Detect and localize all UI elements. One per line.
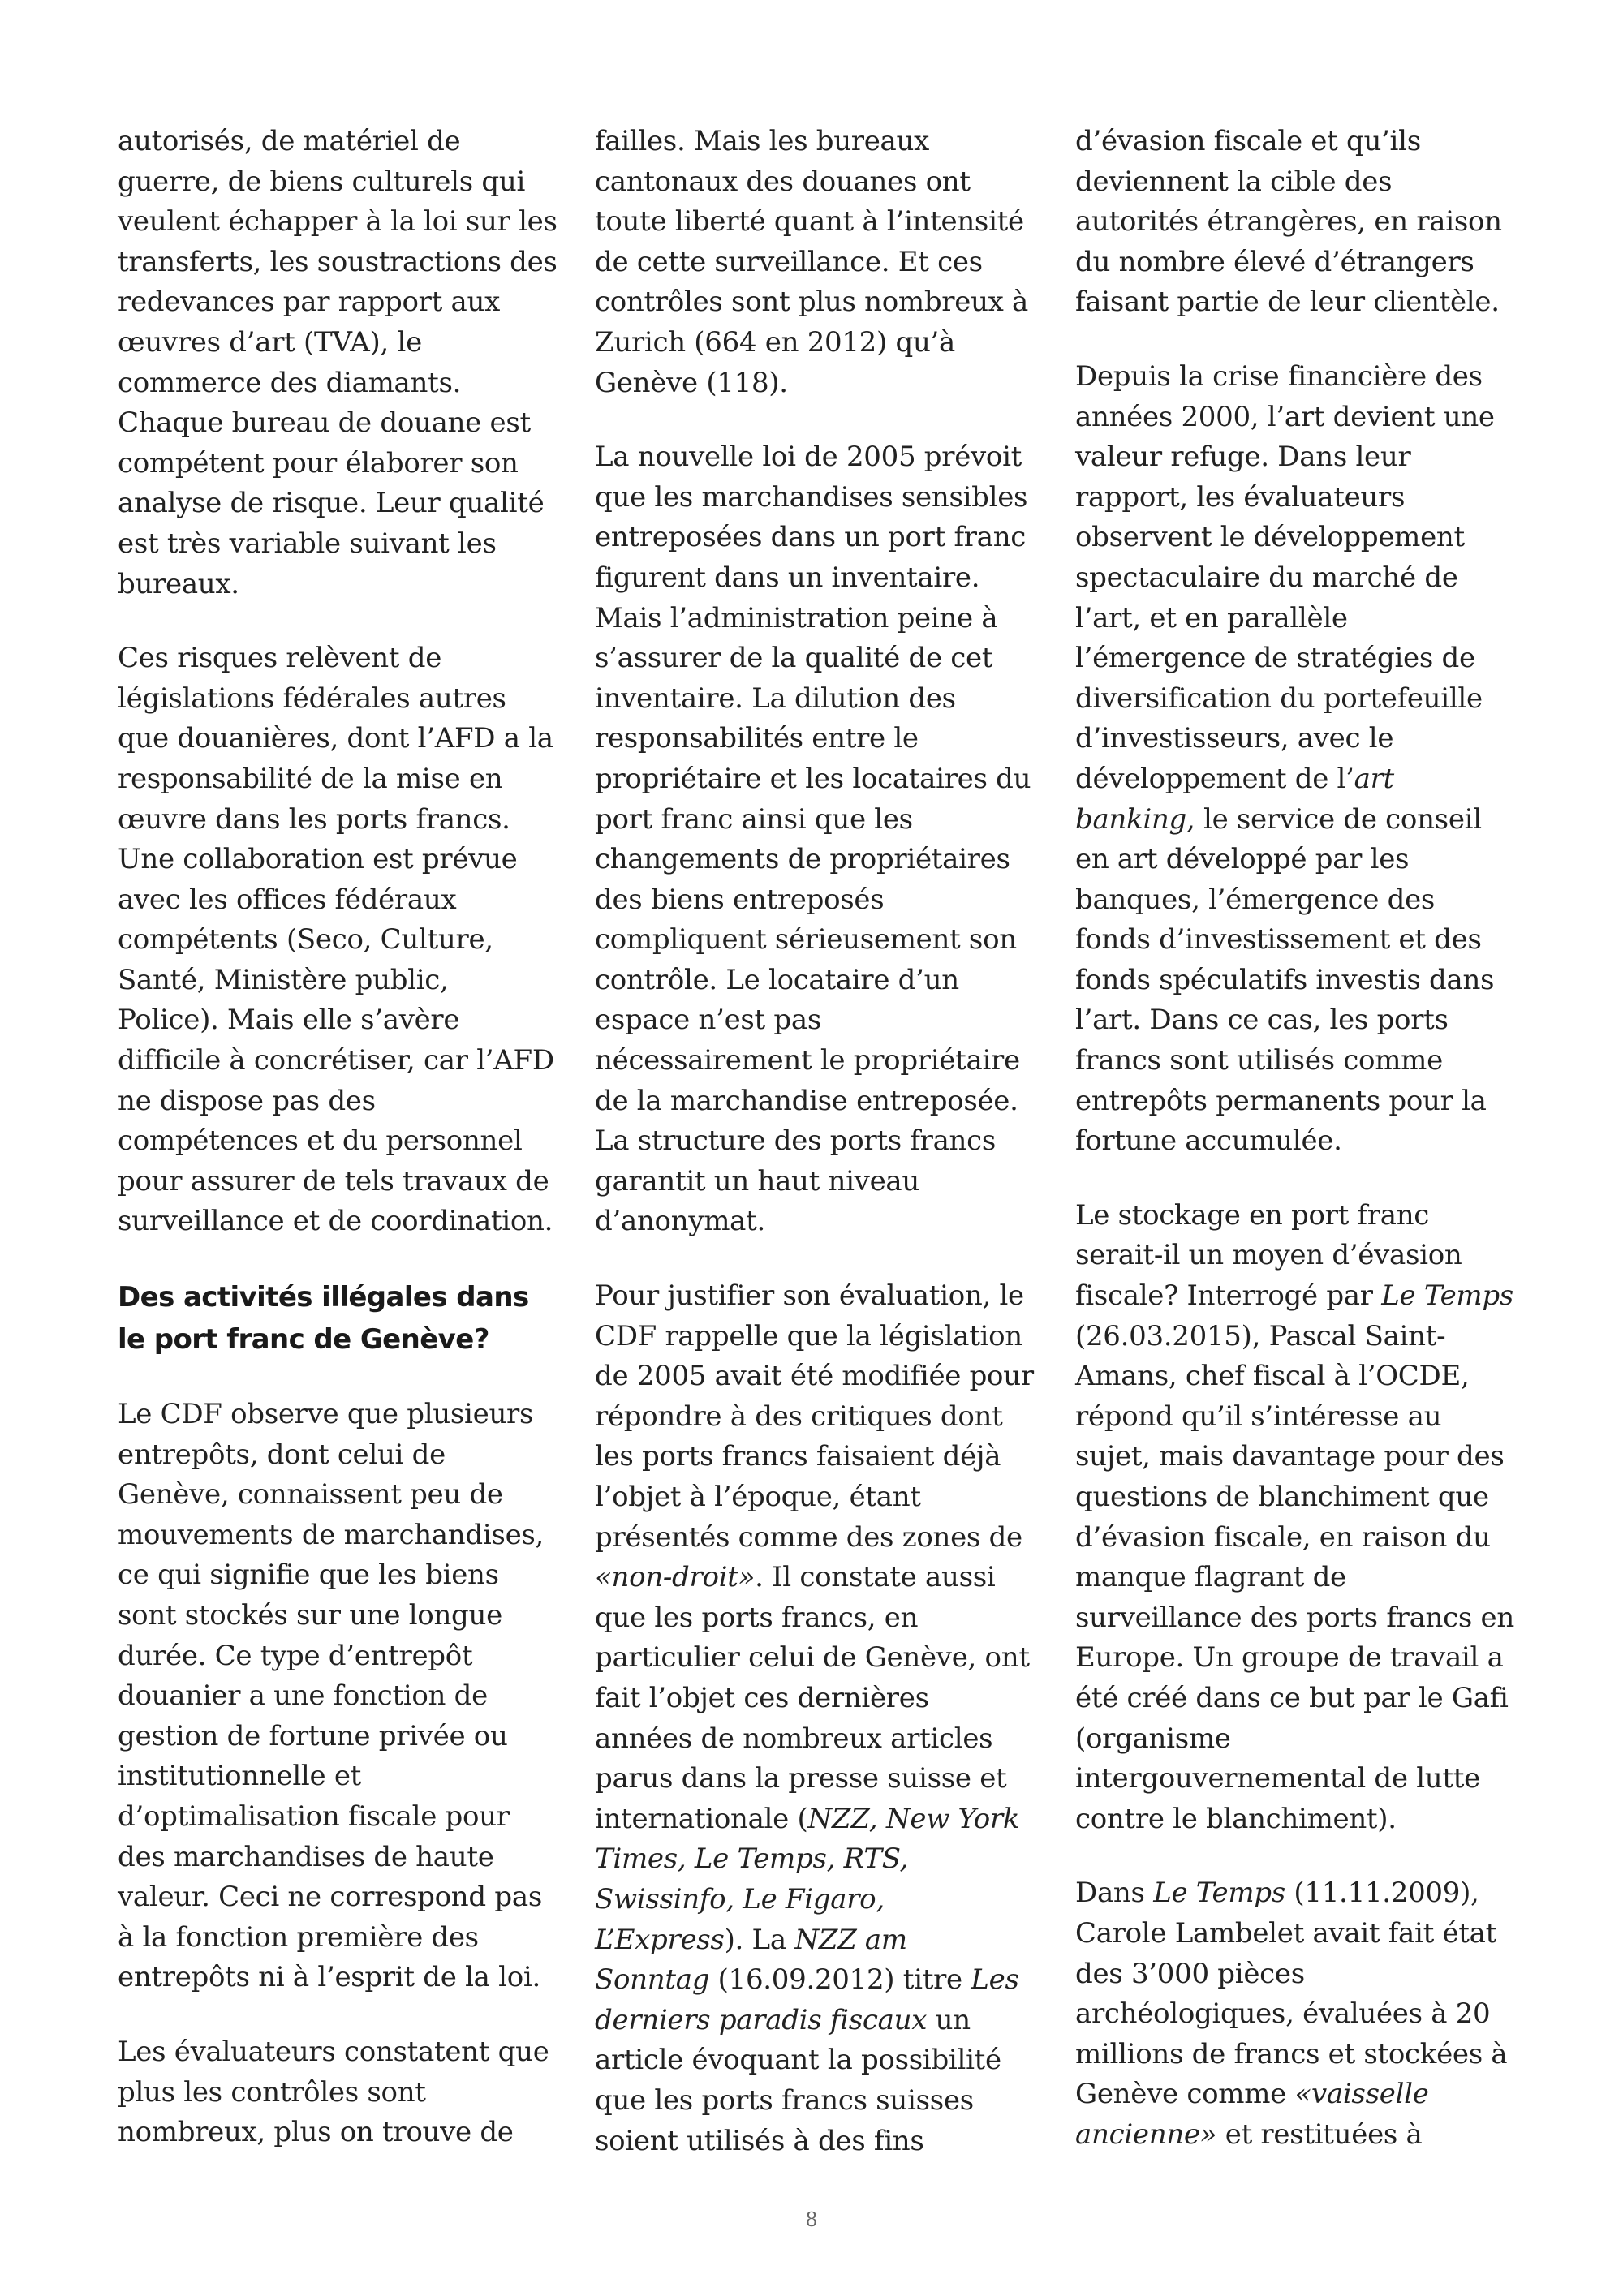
text-line: compétences et du personnel: [118, 1124, 523, 1158]
text-line: garantit un haut niveau: [595, 1164, 919, 1197]
text-line: Santé, Ministère public,: [118, 963, 449, 996]
text-line: port franc ainsi que les: [595, 802, 913, 836]
text-line: responsabilités entre le: [595, 722, 919, 755]
text-line: développement de l’art: [1075, 762, 1394, 795]
text-line: entrepôts ni à l’esprit de la loi.: [118, 1961, 540, 1994]
text-line: contrôles sont plus nombreux à: [595, 286, 1029, 319]
text-line: des biens entreposés: [595, 883, 885, 916]
text-line: en art développé par les: [1075, 843, 1410, 876]
text-line: surveillance et de coordination.: [118, 1205, 553, 1238]
text-line: diversification du portefeuille: [1075, 681, 1483, 715]
paragraph: [1075, 1196, 1530, 1840]
text-line: Europe. Un groupe de travail a: [1075, 1641, 1504, 1675]
text-line: contrôle. Le locataire d’un: [595, 963, 959, 996]
text-line: rapport, les évaluateurs: [1075, 480, 1406, 514]
text-line: œuvre dans les ports francs.: [118, 802, 510, 836]
text-line: Depuis la crise financière des: [1075, 359, 1483, 393]
text-line: transferts, les soustractions des: [118, 245, 558, 278]
text-line: fonds spéculatifs investis dans: [1075, 963, 1495, 996]
text-line: Amans, chef fiscal à l’OCDE,: [1075, 1360, 1470, 1393]
text-line: propriétaire et les locataires du: [595, 762, 1031, 795]
text-line: changements de propriétaires: [595, 843, 1010, 876]
text-line: Pour justifier son évaluation, le: [595, 1279, 1024, 1313]
paragraph: [1075, 1873, 1530, 2155]
text-line: pour assurer de tels travaux de: [118, 1164, 549, 1197]
text-line: fonds d’investissement et des: [1075, 923, 1482, 957]
page-number: 8: [805, 2208, 818, 2231]
text-line: durée. Ce type d’entrepôt: [118, 1639, 473, 1672]
text-line: Genève, connaissent peu de: [118, 1478, 503, 1511]
text-line: avec les offices fédéraux: [118, 883, 457, 916]
text-line: compétent pour élaborer son: [118, 446, 519, 479]
text-line: parus dans la presse suisse et: [595, 1762, 1007, 1795]
text-line: Mais l’administration peine à: [595, 601, 998, 634]
text-line: valeur refuge. Dans leur: [1075, 441, 1411, 474]
text-line: surveillance des ports francs en: [1075, 1601, 1514, 1634]
text-line: faisant partie de leur clientèle.: [1075, 286, 1500, 319]
text-line: du nombre élevé d’étrangers: [1075, 245, 1474, 278]
text-line: d’évasion fiscale, en raison du: [1075, 1520, 1491, 1554]
text-line: Times, Le Temps, RTS,: [595, 1842, 908, 1876]
text-line: gestion de fortune privée ou: [118, 1719, 508, 1752]
text-line: sujet, mais davantage pour des: [1075, 1440, 1505, 1473]
text-line: difficile à concrétiser, car l’AFD: [118, 1044, 554, 1077]
text-line: entrepôts permanents pour la: [1075, 1084, 1487, 1117]
text-line: intergouvernemental de lutte: [1075, 1762, 1480, 1795]
text-line: soient utilisés à des fins: [595, 2124, 924, 2157]
text-line: analyse de risque. Leur qualité: [118, 487, 545, 520]
text-line: La nouvelle loi de 2005 prévoit: [595, 441, 1022, 474]
text-line: que les ports francs, en: [595, 1601, 919, 1634]
text-line: que les marchandises sensibles: [595, 480, 1028, 514]
text-line: douanier a une fonction de: [118, 1679, 488, 1713]
text-line: CDF rappelle que la législation: [595, 1319, 1022, 1352]
paragraph: [595, 122, 1049, 403]
text-line: francs sont utilisés comme: [1075, 1044, 1443, 1077]
text-line: plus les contrôles sont: [118, 2075, 426, 2109]
text-line: Sonntag (16.09.2012) titre Les: [595, 1963, 1019, 1997]
text-line: compliquent sérieusement son: [595, 923, 1017, 957]
text-line: Swissinfo, Le Figaro,: [595, 1882, 885, 1915]
text-line: L’Express). La NZZ am: [595, 1923, 907, 1956]
text-line: Dans Le Temps (11.11.2009),: [1075, 1877, 1479, 1910]
text-line: observent le développement: [1075, 521, 1465, 554]
text-line: questions de blanchiment que: [1075, 1481, 1489, 1513]
text-line: l’objet à l’époque, étant: [595, 1481, 921, 1513]
text-line: à la fonction première des: [118, 1920, 479, 1954]
text-line: Police). Mais elle s’avère: [118, 1004, 460, 1037]
paragraph: [595, 437, 1049, 1242]
text-column-1: [118, 122, 572, 2187]
text-line: d’évasion fiscale et qu’ils: [1075, 125, 1421, 157]
text-line: valeur. Ceci ne correspond pas: [118, 1881, 542, 1914]
text-line: des marchandises de haute: [118, 1840, 494, 1873]
text-line: Le CDF observe que plusieurs: [118, 1398, 534, 1431]
text-line: commerce des diamants.: [118, 366, 462, 399]
text-line: répond qu’il s’intéresse au: [1075, 1400, 1442, 1433]
text-line: Le stockage en port franc: [1075, 1198, 1430, 1232]
text-line: redevances par rapport aux: [118, 286, 500, 319]
text-line: été créé dans ce but par le Gafi: [1075, 1681, 1509, 1714]
text-line: spectaculaire du marché de: [1075, 561, 1458, 594]
text-line: cantonaux des douanes ont: [595, 165, 971, 198]
text-line: s’assurer de la qualité de cet: [595, 642, 993, 675]
text-line: d’optimalisation fiscale pour: [118, 1799, 510, 1833]
text-line: fiscale? Interrogé par Le Temps: [1075, 1279, 1513, 1313]
text-line: banques, l’émergence des: [1075, 883, 1436, 916]
text-line: nombreux, plus on trouve de: [118, 2116, 514, 2149]
text-line: banking, le service de conseil: [1075, 802, 1482, 836]
text-line: législations fédérales autres: [118, 681, 506, 715]
text-line: (organisme: [1075, 1722, 1231, 1755]
text-line: internationale (NZZ, New York: [595, 1802, 1020, 1835]
text-line: La structure des ports francs: [595, 1124, 997, 1158]
text-line: espace n’est pas: [595, 1004, 822, 1037]
text-line: Genève (118).: [595, 366, 788, 399]
text-line: bureaux.: [118, 567, 239, 600]
text-line: deviennent la cible des: [1075, 165, 1393, 198]
text-line: manque flagrant de: [1075, 1561, 1346, 1594]
text-line: est très variable suivant les: [118, 527, 497, 560]
text-line: (26.03.2015), Pascal Saint-: [1075, 1319, 1446, 1352]
text-line: Zurich (664 en 2012) qu’à: [595, 325, 956, 359]
text-line: l’art. Dans ce cas, les ports: [1075, 1004, 1449, 1037]
text-line: Carole Lambelet avait fait état: [1075, 1916, 1496, 1950]
paragraph: [118, 638, 572, 1242]
text-line: nécessairement le propriétaire: [595, 1044, 1020, 1077]
text-line: inventaire. La dilution des: [595, 681, 956, 715]
text-line: années 2000, l’art devient une: [1075, 400, 1495, 433]
section-heading: [118, 1276, 572, 1361]
paragraph: [595, 1276, 1049, 2161]
text-line: guerre, de biens culturels qui: [118, 165, 526, 198]
text-line: fait l’objet ces dernières: [595, 1681, 929, 1714]
text-line: l’émergence de stratégies de: [1075, 642, 1475, 675]
text-line: répondre à des critiques dont: [595, 1400, 1003, 1433]
text-line: figurent dans un inventaire.: [595, 561, 980, 594]
text-line: des 3’000 pièces: [1075, 1957, 1305, 1990]
text-column-2: [595, 122, 1049, 2195]
text-line: Une collaboration est prévue: [118, 843, 518, 876]
text-line: ce qui signifie que les biens: [118, 1559, 499, 1592]
text-line: que les ports francs suisses: [595, 2083, 974, 2117]
text-line: mouvements de marchandises,: [118, 1518, 545, 1551]
text-line: Chaque bureau de douane est: [118, 406, 531, 440]
text-line: entreposées dans un port franc: [595, 521, 1027, 554]
text-line: responsabilité de la mise en: [118, 762, 503, 795]
text-line: Genève comme «vaisselle: [1075, 2078, 1429, 2111]
text-line: toute liberté quant à l’intensité: [595, 205, 1024, 239]
paragraph: [118, 1395, 572, 1998]
text-line: Des activités illégales dans: [118, 1281, 529, 1314]
text-line: d’anonymat.: [595, 1205, 765, 1238]
text-line: millions de francs et stockées à: [1075, 2037, 1508, 2070]
text-line: de cette surveillance. Et ces: [595, 245, 983, 278]
text-line: années de nombreux articles: [595, 1722, 993, 1755]
text-line: de 2005 avait été modifiée pour: [595, 1360, 1034, 1393]
paragraph: [1075, 357, 1530, 1162]
paragraph: [118, 122, 572, 604]
text-line: Ces risques relèvent de: [118, 642, 442, 675]
text-line: œuvres d’art (TVA), le: [118, 325, 422, 359]
text-line: ne dispose pas des: [118, 1084, 376, 1117]
text-line: serait-il un moyen d’évasion: [1075, 1239, 1462, 1272]
text-line: «non-droit». Il constate aussi: [595, 1561, 996, 1594]
text-line: autorités étrangères, en raison: [1075, 205, 1502, 239]
text-line: particulier celui de Genève, ont: [595, 1641, 1030, 1675]
text-line: l’art, et en parallèle: [1075, 601, 1348, 634]
text-line: institutionnelle et: [118, 1760, 362, 1793]
text-line: que douanières, dont l’AFD a la: [118, 722, 553, 755]
text-line: de la marchandise entreposée.: [595, 1084, 1018, 1117]
paragraph: [118, 2032, 572, 2153]
text-line: contre le blanchiment).: [1075, 1802, 1397, 1835]
text-line: le port franc de Genève?: [118, 1323, 489, 1357]
text-line: veulent échapper à la loi sur les: [118, 205, 558, 239]
text-line: présentés comme des zones de: [595, 1520, 1022, 1554]
text-line: fortune accumulée.: [1075, 1124, 1342, 1158]
text-line: Les évaluateurs constatent que: [118, 2035, 549, 2068]
text-line: d’investisseurs, avec le: [1075, 722, 1394, 755]
text-column-3: [1075, 122, 1530, 2190]
text-line: archéologiques, évaluées à 20: [1075, 1997, 1491, 2031]
text-line: derniers paradis fiscaux un: [595, 2003, 971, 2036]
text-line: autorisés, de matériel de: [118, 125, 461, 157]
text-line: sont stockés sur une longue: [118, 1599, 502, 1632]
text-line: failles. Mais les bureaux: [595, 125, 930, 157]
text-line: article évoquant la possibilité: [595, 2044, 1001, 2077]
text-line: ancienne» et restituées à: [1075, 2118, 1423, 2151]
paragraph: [1075, 122, 1530, 323]
text-line: les ports francs faisaient déjà: [595, 1440, 1001, 1473]
text-line: compétents (Seco, Culture,: [118, 923, 493, 957]
text-line: entrepôts, dont celui de: [118, 1438, 446, 1471]
